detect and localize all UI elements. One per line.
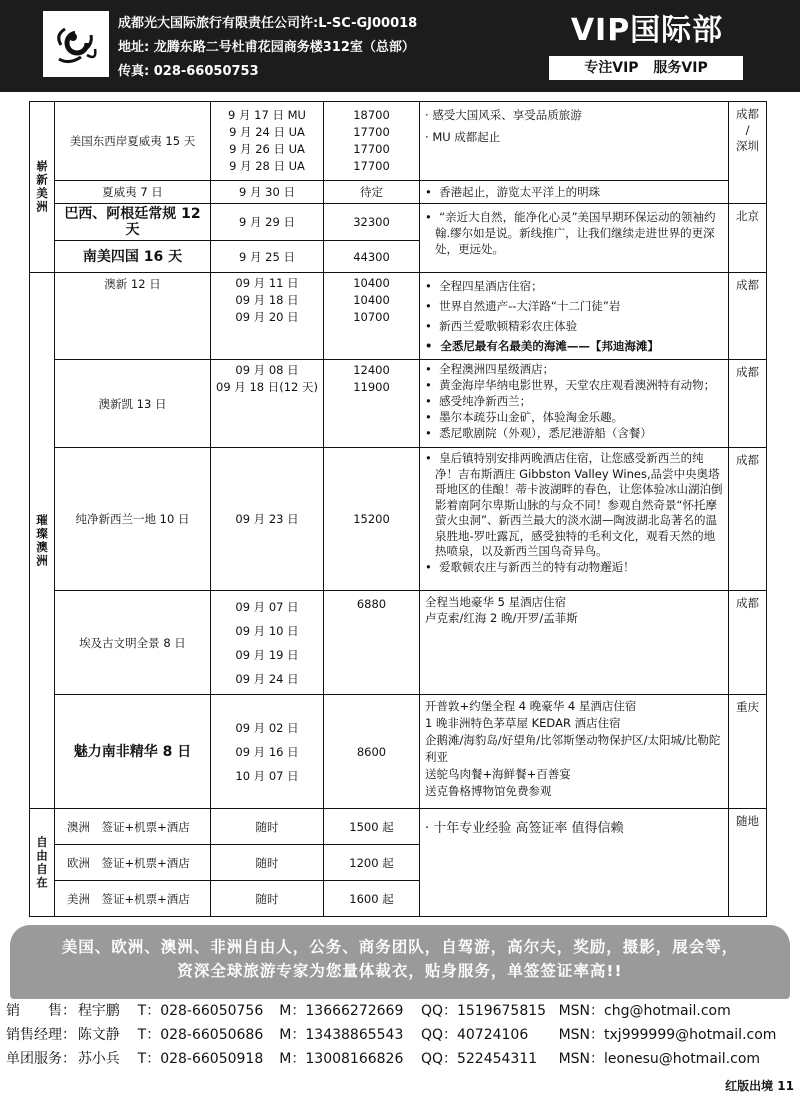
tour-name: 澳新凯 13 日 [55,360,211,448]
table-row [30,181,767,204]
tour-prices: 8600 [324,695,420,809]
contact-qq: QQ：1519675815 [420,1003,547,1019]
contact-msn: MSN：txj999999@hotmail.com [558,1027,777,1043]
tour-dates: 9 月 25 日 [211,241,324,273]
region-oceania: 璀璨澳洲 [30,273,55,809]
contact-tel: T：028-66050756 [137,1003,264,1019]
vip-slogan: 专注VIP 服务VIP [549,56,743,80]
contact-role: 单团服务： [6,1051,76,1067]
tour-features: • 皇后镇特别安排两晚酒店住宿，让您感受新西兰的纯净！吉布斯酒庄 Gibbston Valley Wines,品尝中央奥塔哥地区的佳酿！蒂卡波湖畔的春色，让您体验冰山湖泊倒影着南阿尔卑斯山脉的与众不同！参观自然奇景“怀托摩萤火虫洞”、新西兰最大的淡水湖—陶波湖北岛著名的温泉胜地-罗吐露瓦，感受独特的毛利文化，观看天然的地热喷泉，以及新西兰国鸟奇异鸟。 • 爱歌顿农庄与新西兰的特有动物邂逅！ [420,448,729,591]
table-row [30,360,767,448]
tour-prices: 12400 11900 [324,360,420,448]
contact-name: 程宇鹏 [77,1003,120,1019]
tour-dates: 09 月 11 日 09 月 18 日 09 月 20 日 [211,273,324,360]
company-address: 地址: 龙腾东路二号杜甫花园商务楼312室（总部） [118,40,415,55]
free-item-name: 美洲 签证+机票+酒店 [55,881,211,917]
free-item-when: 随时 [211,881,324,917]
table-row [30,273,767,360]
page-footer: 红版出境 11 [725,1079,794,1093]
company-fax: 传真: 028-66050753 [118,64,259,79]
tour-name: 南美四国 16 天 [55,241,211,273]
tour-departure: 成都 [729,273,767,360]
tour-departure: 成都 / 深圳 [729,102,767,204]
tour-name: 纯净新西兰一地 10 日 [55,448,211,591]
free-item-price: 1200 起 [324,845,420,881]
contact-row [6,999,794,1023]
contact-msn: MSN：chg@hotmail.com [558,1003,731,1019]
free-features: · 十年专业经验 高签证率 值得信赖 [420,809,729,917]
tour-table [29,101,767,917]
tour-prices: 10400 10400 10700 [324,273,420,360]
tour-features: 开普敦+约堡全程 4 晚豪华 4 星酒店住宿 1 晚非洲特色茅草屋 KEDAR 酒店住宿 企鹅滩/海豹岛/好望角/比邻斯堡动物保护区/太阳城/比勒陀利亚 送鸵鸟肉餐+海鲜餐+百善宴 送克鲁格博物馆免费参观 [420,695,729,809]
tour-dates: 09 月 23 日 [211,448,324,591]
company-license: 成都光大国际旅行有限责任公司许:L-SC-GJ00018 [118,16,418,31]
free-item-name: 澳洲 签证+机票+酒店 [55,809,211,845]
region-free: 自由自在 [30,809,55,917]
page-header [0,0,800,92]
table-row [30,204,767,241]
promo-banner [10,925,790,999]
table-row [30,591,767,695]
free-item-name: 欧洲 签证+机票+酒店 [55,845,211,881]
free-item-price: 1500 起 [324,809,420,845]
tour-name: 巴西、阿根廷常规 12 天 [55,204,211,241]
free-item-when: 随时 [211,845,324,881]
tour-prices: 44300 [324,241,420,273]
tour-table-container [29,101,766,915]
tour-name: 美国东西岸夏威夷 15 天 [55,102,211,181]
free-departure: 随地 [729,809,767,917]
table-row [30,102,767,181]
contact-role: 销 售： [6,1003,76,1019]
tour-departure: 成都 [729,448,767,591]
tour-dates: 9 月 29 日 [211,204,324,241]
tour-name: 埃及古文明全景 8 日 [55,591,211,695]
contact-row [6,1023,794,1047]
tour-name: 澳新 12 日 [55,273,211,360]
contact-name: 苏小兵 [77,1051,120,1067]
table-row [30,695,767,809]
tour-prices: 18700 17700 17700 17700 [324,102,420,181]
company-logo [43,11,109,77]
table-row [30,448,767,591]
vip-department-title: VIP国际部 [570,13,724,48]
tour-features: · 感受大国风采、享受品质旅游 · MU 成都起止 [420,102,729,181]
tour-prices: 32300 [324,204,420,241]
region-americas: 崭新美洲 [30,102,55,273]
tour-prices: 待定 [324,181,420,204]
tour-departure: 成都 [729,360,767,448]
tour-features: • 全程四星酒店住宿； • 世界自然遗产--大洋路“十二门徒”岩 • 新西兰爱歌顿精彩农庄体验 • 全悉尼最有名最美的海滩——【邦迪海滩】 [420,273,729,360]
tour-dates: 09 月 08 日 09 月 18 日(12 天) [211,360,324,448]
logo-icon [47,15,105,73]
tour-prices: 6880 [324,591,420,695]
contact-msn: MSN：leonesu@hotmail.com [558,1051,761,1067]
tour-features: • 香港起止，游览太平洋上的明珠 [420,181,729,204]
tour-name: 夏威夷 7 日 [55,181,211,204]
contact-tel: T：028-66050686 [137,1027,264,1043]
table-row [30,809,767,845]
contact-qq: QQ：522454311 [420,1051,538,1067]
tour-departure: 成都 [729,591,767,695]
contact-tel: T：028-66050918 [137,1051,264,1067]
tour-dates: 09 月 07 日 09 月 10 日 09 月 19 日 09 月 24 日 [211,591,324,695]
contact-role: 销售经理： [6,1027,76,1043]
tour-dates: 9 月 30 日 [211,181,324,204]
contact-mobile: M：13438865543 [279,1027,404,1043]
tour-departure: 北京 [729,204,767,273]
banner-line-2: 资深全球旅游专家为您量体裁衣，贴身服务，单签签证率高!! [177,962,623,980]
free-item-when: 随时 [211,809,324,845]
banner-line-1: 美国、欧洲、澳洲、非洲自由人，公务、商务团队，自驾游，高尔夫，奖励，摄影，展会等， [61,938,739,956]
tour-departure: 重庆 [729,695,767,809]
contact-qq: QQ：40724106 [420,1027,529,1043]
tour-name: 魅力南非精华 8 日 [55,695,211,809]
company-info [118,12,417,84]
tour-dates: 9 月 17 日 MU 9 月 24 日 UA 9 月 26 日 UA 9 月 28 日 UA [211,102,324,181]
contact-mobile: M：13008166826 [279,1051,404,1067]
contact-row [6,1047,794,1071]
contact-name: 陈文静 [77,1027,120,1043]
tour-dates: 09 月 02 日 09 月 16 日 10 月 07 日 [211,695,324,809]
tour-prices: 15200 [324,448,420,591]
tour-features: 全程当地豪华 5 星酒店住宿 卢克索/红海 2 晚/开罗/孟菲斯 [420,591,729,695]
tour-features: • “亲近大自然，能净化心灵”美国早期环保运动的领袖约翰.缪尔如是说。新线推广，让我们继续走进世界的更深处，更远处。 [420,204,729,273]
free-item-price: 1600 起 [324,881,420,917]
contact-list [6,999,794,1071]
contact-mobile: M：13666272669 [279,1003,404,1019]
tour-features: • 全程澳洲四星级酒店； • 黄金海岸华纳电影世界，天堂农庄观看澳洲特有动物； • 感受纯净新西兰； • 墨尔本疏芬山金矿，体验淘金乐趣。 • 悉尼歌剧院（外观），悉尼港游船（含餐） [420,360,729,448]
